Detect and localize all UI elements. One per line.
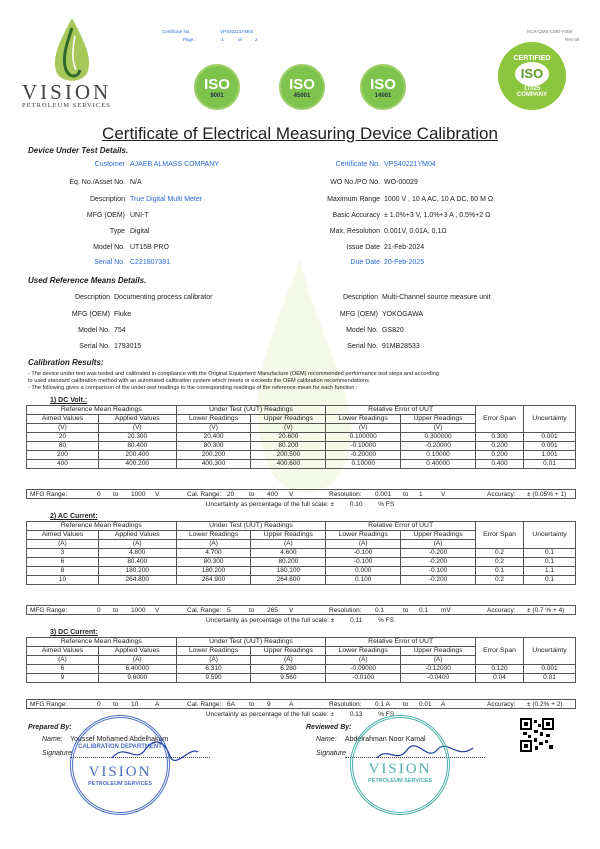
span-header: Error Span <box>476 522 524 549</box>
results-note-1: - The device under test was tested and calibrated in compliance with the Original Equipment Manufacture (OEM) recommended performance test steps and according <box>28 371 439 377</box>
accuracy-value: ± (0.2% + 2) <box>527 700 563 708</box>
page-of: of <box>238 37 242 42</box>
resolution-a: 0.1 A <box>375 700 390 708</box>
eqno-label: Eq. No./Asset No. <box>69 179 125 186</box>
table-cell: 400 <box>27 460 99 469</box>
accuracy-label: Accuracy: <box>487 606 516 614</box>
logo-drop-icon <box>48 16 96 86</box>
unit-cell: (V) <box>326 424 401 433</box>
ref-model-value: 754 <box>114 327 126 334</box>
mfg-range-to: to <box>113 606 119 614</box>
serial-label: Serial No. <box>94 259 125 266</box>
uncertainty-header: Uncertainty <box>524 406 576 433</box>
uncertainty-value: 0.13 <box>349 711 363 718</box>
table-cell: 20.400 <box>176 433 251 442</box>
lower-header: Lower Readings <box>326 415 401 424</box>
resolution-to: to <box>403 700 409 708</box>
table-header-row <box>27 522 576 531</box>
table-row <box>27 433 576 442</box>
prepared-name: Youssef Mohamed Abdelhakam <box>70 736 169 743</box>
cal-range-label: Cal. Range: <box>187 490 222 498</box>
reviewed-name-label: Name: <box>316 736 337 743</box>
unit-cell: (A) <box>27 656 99 665</box>
table-cell: 180.200 <box>176 567 251 576</box>
table-cell: 4.600 <box>251 549 326 558</box>
mfg-range-unit: V <box>155 490 160 498</box>
certificate-label: Certificate No. <box>335 161 380 168</box>
table-cell: 0.120 <box>476 665 524 674</box>
table-cell: 0.1 <box>524 549 576 558</box>
doc-code: NCR-QMS-CMD-F008 <box>527 29 572 34</box>
table-cell: 200.200 <box>176 451 251 460</box>
ref2-desc-value: Multi-Channel source measure unit <box>382 294 491 301</box>
type-value: Digital <box>130 228 150 235</box>
table-cell: 264.900 <box>176 576 251 585</box>
table-row <box>27 442 576 451</box>
upper-header: Upper Readings <box>401 647 476 656</box>
qr-code-icon <box>520 718 554 752</box>
dcc-uncertainty-line <box>0 711 600 718</box>
table-cell: 0.200 <box>476 451 524 460</box>
table-cell: 0.2 <box>476 558 524 567</box>
uncertainty-label: Uncertainty as percentage of the full scale: ± <box>206 617 335 624</box>
mfg-range-label: MFG Range: <box>30 606 68 614</box>
table-cell: 80.300 <box>176 558 251 567</box>
cal-range-label: Cal. Range: <box>187 700 222 708</box>
dcv-table-title: 1) DC Volt.: <box>50 397 88 404</box>
table-cell: -0.100 <box>401 567 476 576</box>
table-cell: 9.560 <box>251 674 326 683</box>
upper-header: Upper Readings <box>401 531 476 540</box>
unit-cell: (A) <box>27 540 99 549</box>
ref-model-label: Model No. <box>78 327 110 334</box>
table-cell: 0.10000 <box>326 460 401 469</box>
table-cell: 0.1 <box>524 558 576 567</box>
ref-serial-label: Serial No. <box>79 343 110 350</box>
table-row <box>27 558 576 567</box>
table-cell: 10 <box>27 576 99 585</box>
upper-header: Upper Readings <box>251 415 326 424</box>
accuracy-value: ± 1.0%+3 V, 1.0%+3 A , 0.5%+2 Ω <box>384 212 491 219</box>
resolution-label: Resolution: <box>329 606 362 614</box>
resolution-to: to <box>403 490 409 498</box>
logo-subtitle: PETROLEUM SERVICES <box>22 102 111 109</box>
reviewed-name: Abdelrahman Noor Kamal <box>345 736 426 743</box>
uncertainty-value: 0.10 <box>349 501 363 508</box>
applied-header: Applied Values <box>98 647 176 656</box>
ref-header: Reference Mean Readings <box>27 406 177 415</box>
table-cell: 80.200 <box>251 558 326 567</box>
table-cell: 0.001 <box>524 442 576 451</box>
table-cell: 200.500 <box>251 451 326 460</box>
mfg-range-max: 10 <box>131 700 139 708</box>
type-label: Type <box>109 228 125 235</box>
mfg-range-from: 0 <box>97 490 101 498</box>
ref-serial-value: 1793015 <box>114 343 142 350</box>
resolution-a: 0.1 <box>375 606 385 614</box>
dcv-uncertainty-line <box>0 501 600 508</box>
ref2-serial-value: 91MB28533 <box>382 343 420 350</box>
table-cell: 0.100000 <box>326 433 401 442</box>
acc-range-row <box>26 605 576 615</box>
table-cell: 80.200 <box>251 442 326 451</box>
table-cell: 264.600 <box>251 576 326 585</box>
dcc-readings-table <box>26 637 576 683</box>
unit-cell: (V) <box>251 424 326 433</box>
table-cell: 0.300000 <box>401 433 476 442</box>
device-section-title: Device Under Test Details. <box>28 146 129 155</box>
unit-cell: (V) <box>98 424 176 433</box>
table-row <box>27 576 576 585</box>
ref-desc-label: Description <box>74 294 110 301</box>
dcv-range-row <box>26 489 576 499</box>
cert-no-value: VPS40221YM04 <box>220 29 254 34</box>
table-cell: -0.100 <box>326 558 401 567</box>
table-cell: 20.600 <box>251 433 326 442</box>
mfg-range-to: to <box>113 700 119 708</box>
table-cell: 180.200 <box>98 567 176 576</box>
calibration-dept-stamp: CALIBRATION DEPARTMENT VISION PETROLEUM SERVICES <box>70 715 170 815</box>
ref-desc-value: Documenting process calibrator <box>114 294 213 301</box>
page-title: Certificate of Electrical Measuring Device Calibration <box>102 124 498 143</box>
uncertainty-unit: % FS <box>378 501 395 508</box>
resolution-value: 0.001V, 0.01A, 0.1Ω <box>384 228 447 235</box>
table-cell: 0.400 <box>476 460 524 469</box>
resolution-a: 0.001 <box>375 490 392 498</box>
cal-range-from: 20 <box>227 490 235 498</box>
unit-cell: (A) <box>251 656 326 665</box>
table-row <box>27 549 576 558</box>
table-cell: -0.09000 <box>326 665 401 674</box>
upper-header: Upper Readings <box>251 647 326 656</box>
resolution-label: Resolution: <box>329 490 362 498</box>
cal-range-unit: A <box>289 700 294 708</box>
ref-header: Reference Mean Readings <box>27 522 177 531</box>
applied-header: Applied Values <box>98 531 176 540</box>
resolution-label: Resolution: <box>329 700 362 708</box>
span-header: Error Span <box>476 638 524 665</box>
table-cell: 6.280 <box>251 665 326 674</box>
span-header: Error Span <box>476 406 524 433</box>
ref-mfg-label: MFG (OEM) <box>71 311 110 318</box>
ref-mfg-value: Fluke <box>114 311 132 318</box>
table-cell: 0.300 <box>476 433 524 442</box>
mfg-range-label: MFG Range: <box>30 490 68 498</box>
table-row <box>27 451 576 460</box>
resolution-unit: V <box>441 490 446 498</box>
table-cell: 4.800 <box>98 549 176 558</box>
applied-header: Applied Values <box>98 415 176 424</box>
aimed-header: Aimed Values <box>27 415 99 424</box>
mfg-label: MFG (OEM) <box>86 212 125 219</box>
uncertainty-label: Uncertainty as percentage of the full scale: ± <box>205 501 335 508</box>
unit-cell: (A) <box>251 540 326 549</box>
reviewed-signature-label: Signature <box>316 750 346 757</box>
ref2-mfg-value: YOKOGAWA <box>382 311 424 318</box>
table-cell: 8 <box>27 567 99 576</box>
table-row <box>27 460 576 469</box>
cal-range-unit: V <box>289 490 294 498</box>
customer-label: Customer <box>94 161 125 168</box>
serial-value: C221807381 <box>130 259 171 266</box>
table-cell: 0.2 <box>476 576 524 585</box>
acc-table-title: 2) AC Current: <box>50 513 98 520</box>
uncertainty-label: Uncertainty as percentage of the full scale: ± <box>205 711 335 718</box>
table-cell: 6 <box>27 665 99 674</box>
prepared-name-label: Name: <box>42 736 63 743</box>
cert-no-label: Certificate No. <box>162 29 191 34</box>
description-label: Description <box>89 196 125 203</box>
table-cell: 80.400 <box>98 442 176 451</box>
error-header: Relative Error of UUT <box>326 522 476 531</box>
table-cell: -0.100 <box>326 549 401 558</box>
uut-header: Under Test (UUT) Readings <box>176 638 326 647</box>
unit-cell: (A) <box>176 540 251 549</box>
mfg-range-unit: V <box>155 606 160 614</box>
accuracy-label: Accuracy: <box>487 700 516 708</box>
model-label: Model No. <box>93 244 125 251</box>
accuracy-label: Basic Accuracy <box>332 212 380 219</box>
table-row <box>27 674 576 683</box>
table-cell: 0.000 <box>326 567 401 576</box>
page-number: 1 <box>221 37 224 42</box>
table-cell: 3 <box>27 549 99 558</box>
accuracy-label: Accuracy: <box>487 490 516 498</box>
reviewer-stamp: VISION PETROLEUM SERVICES <box>350 715 450 815</box>
table-cell: 9.6000 <box>98 674 176 683</box>
mfg-range-max: 1000 <box>131 490 146 498</box>
unit-cell: (A) <box>401 540 476 549</box>
table-cell: -0.200 <box>401 558 476 567</box>
cal-range-unit: V <box>289 606 294 614</box>
table-cell: 1.1 <box>524 567 576 576</box>
table-cell: 80 <box>27 442 99 451</box>
cal-range-max: 265 <box>267 606 278 614</box>
model-value: UT15B PRO <box>130 244 169 251</box>
table-cell: 6 <box>27 558 99 567</box>
table-cell: -0.20000 <box>401 442 476 451</box>
ref-header: Reference Mean Readings <box>27 638 177 647</box>
uncertainty-unit: % FS <box>378 617 394 624</box>
aimed-header: Aimed Values <box>27 647 99 656</box>
table-cell: 20 <box>27 433 99 442</box>
table-cell: -0.200 <box>401 549 476 558</box>
table-cell: -0.0100 <box>326 674 401 683</box>
cal-range-max: 400 <box>267 490 278 498</box>
ref2-mfg-label: MFG (OEM) <box>339 311 378 318</box>
cal-range-to: to <box>249 606 255 614</box>
issue-date-label: Issue Date <box>346 244 380 251</box>
reference-section-title: Used Reference Means Details. <box>28 276 147 285</box>
upper-header: Upper Readings <box>401 415 476 424</box>
resolution-unit: mV <box>441 606 451 614</box>
reviewed-by-label: Reviewed By: <box>306 724 352 731</box>
table-header-row <box>27 638 576 647</box>
mfg-range-from: 0 <box>97 700 101 708</box>
certificate-value: VPS40221YM04 <box>384 161 436 168</box>
ref2-serial-label: Serial No. <box>347 343 378 350</box>
accuracy-value: ± (0.05% + 1) <box>527 490 567 498</box>
description-value: True Digital Multi Meter <box>130 196 203 203</box>
table-cell: 0.10000 <box>401 451 476 460</box>
mfg-range-from: 0 <box>97 606 101 614</box>
certified-iso-17025-badge: CERTIFIED ISO 17025 COMPANY <box>498 42 566 110</box>
unit-cell: (A) <box>326 656 401 665</box>
table-cell: 1.001 <box>524 451 576 460</box>
cal-range-to: to <box>249 700 255 708</box>
cal-range-label: Cal. Range: <box>187 606 222 614</box>
cal-range-to: to <box>249 490 255 498</box>
dcv-readings-table <box>26 405 576 469</box>
upper-header: Upper Readings <box>251 531 326 540</box>
table-cell: 400.200 <box>98 460 176 469</box>
unit-cell: (A) <box>98 540 176 549</box>
resolution-b: 1 <box>419 490 423 498</box>
resolution-unit: A <box>441 700 446 708</box>
customer-value: AJAEB ALMASS COMPANY <box>130 161 219 168</box>
table-row <box>27 567 576 576</box>
table-cell: 0.04 <box>476 674 524 683</box>
table-cell: 0.2 <box>476 549 524 558</box>
page-total: 2 <box>255 37 258 42</box>
table-header-row <box>27 406 576 415</box>
error-header: Relative Error of UUT <box>326 638 476 647</box>
mfg-range-max: 1000 <box>131 606 146 614</box>
prepared-signature-label: Signature <box>42 750 72 757</box>
error-header: Relative Error of UUT <box>326 406 476 415</box>
dcc-table-title: 3) DC Current: <box>50 629 98 636</box>
table-cell: -0.12000 <box>401 665 476 674</box>
results-note-3: - The following gives a comparison of the under-test readings to the corresponding readings of the reference-mean for each function : <box>28 385 358 391</box>
lower-header: Lower Readings <box>326 647 401 656</box>
uncertainty-header: Uncertainty <box>524 522 576 549</box>
aimed-header: Aimed Values <box>27 531 99 540</box>
ref2-desc-label: Description <box>342 294 378 301</box>
table-cell: 400.600 <box>251 460 326 469</box>
logo-name: VISION <box>22 80 112 104</box>
table-cell: 200 <box>27 451 99 460</box>
table-cell: 20.300 <box>98 433 176 442</box>
lower-header: Lower Readings <box>176 531 251 540</box>
uut-header: Under Test (UUT) Readings <box>176 406 326 415</box>
table-cell: -0.10000 <box>326 442 401 451</box>
dcc-range-row <box>26 699 576 709</box>
table-cell: 0.01 <box>524 460 576 469</box>
eqno-value: N/A <box>130 179 142 186</box>
unit-cell: (V) <box>27 424 99 433</box>
table-cell: 0.40000 <box>401 460 476 469</box>
resolution-to: to <box>403 606 409 614</box>
unit-cell: (V) <box>176 424 251 433</box>
wo-value: WO-00029 <box>384 179 418 186</box>
due-date-label: Due Date <box>350 259 380 266</box>
uncertainty-value: 0.11 <box>350 617 363 624</box>
mfg-range-label: MFG Range: <box>30 700 68 708</box>
table-cell: 9.590 <box>176 674 251 683</box>
wo-label: WO No./PO No. <box>330 179 380 186</box>
iso-badge-9001: ISO 9001 <box>194 64 240 110</box>
table-cell: -0.20000 <box>326 451 401 460</box>
acc-uncertainty-line <box>0 617 600 624</box>
results-section-title: Calibration Results: <box>28 358 104 367</box>
unit-cell: (A) <box>401 656 476 665</box>
table-cell: 80.300 <box>176 442 251 451</box>
results-note-2: to used standard calibration method with an automated calibration system which meets or exceeds the OEM calibration recommendations. <box>28 378 371 384</box>
acc-readings-table <box>26 521 576 585</box>
uncertainty-unit: % FS <box>378 711 395 718</box>
mfg-range-to: to <box>113 490 119 498</box>
iso-badge-45001: ISO 45001 <box>279 64 325 110</box>
revision: Rev 00 <box>565 37 580 42</box>
table-cell: 200.400 <box>98 451 176 460</box>
table-cell: 0.200 <box>476 442 524 451</box>
uut-header: Under Test (UUT) Readings <box>176 522 326 531</box>
table-cell: -0.0400 <box>401 674 476 683</box>
table-cell: 0.01 <box>524 674 576 683</box>
resolution-label: Max. Resolution <box>329 228 380 235</box>
page-label: Page : <box>183 37 197 42</box>
uncertainty-header: Uncertainty <box>524 638 576 665</box>
table-cell: 0.100 <box>326 576 401 585</box>
table-cell: 6.40000 <box>98 665 176 674</box>
accuracy-value: ± (0.7 % + 4) <box>527 606 565 614</box>
max-range-value: 1000 V , 10 A AC, 10 A DC, 60 M Ω <box>384 196 494 203</box>
table-cell: 264.800 <box>98 576 176 585</box>
prepared-by-label: Prepared By: <box>28 724 72 731</box>
cal-range-from: 6A <box>227 700 235 708</box>
unit-cell: (A) <box>98 656 176 665</box>
ref2-model-value: GS820 <box>382 327 404 334</box>
resolution-b: 0.1 <box>419 606 429 614</box>
table-cell: 180.100 <box>251 567 326 576</box>
mfg-value: UNI-T <box>130 212 149 219</box>
table-cell: 80.400 <box>98 558 176 567</box>
mfg-range-unit: A <box>155 700 160 708</box>
lower-header: Lower Readings <box>326 531 401 540</box>
due-date-value: 20-Feb-2025 <box>384 259 425 266</box>
lower-header: Lower Readings <box>176 415 251 424</box>
table-cell: 400.300 <box>176 460 251 469</box>
max-range-label: Maximum Range <box>327 196 380 203</box>
iso-badge-14001: ISO 14001 <box>360 64 406 110</box>
cal-range-from: 5 <box>227 606 231 614</box>
unit-cell: (V) <box>401 424 476 433</box>
lower-header: Lower Readings <box>176 647 251 656</box>
table-cell: 0.001 <box>524 665 576 674</box>
issue-date-value: 21-Feb-2024 <box>384 244 425 251</box>
table-cell: 9 <box>27 674 99 683</box>
table-cell: 0.1 <box>476 567 524 576</box>
ref2-model-label: Model No. <box>346 327 378 334</box>
resolution-b: 0.01 <box>419 700 432 708</box>
table-cell: 0.001 <box>524 433 576 442</box>
table-cell: -0.200 <box>401 576 476 585</box>
unit-cell: (A) <box>326 540 401 549</box>
table-cell: 0.1 <box>524 576 576 585</box>
cal-range-max: 9 <box>267 700 271 708</box>
table-row <box>27 665 576 674</box>
unit-cell: (A) <box>176 656 251 665</box>
table-cell: 6.310 <box>176 665 251 674</box>
table-cell: 4.700 <box>176 549 251 558</box>
